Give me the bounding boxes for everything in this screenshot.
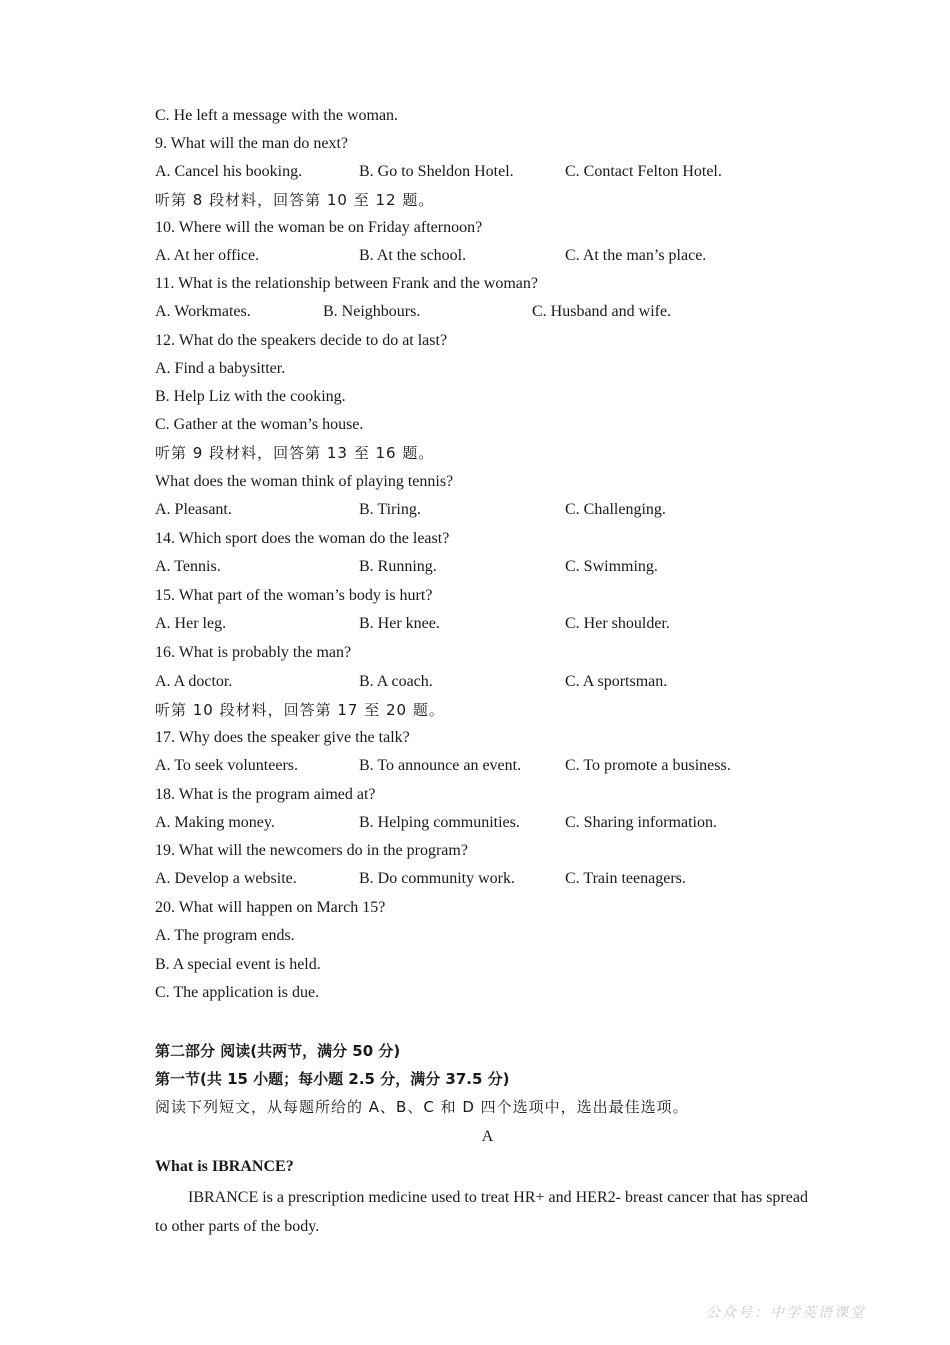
passage-letter: A <box>481 1128 494 1145</box>
q14-option-b: B. Running. <box>359 558 437 575</box>
reading-instructions: 阅读下列短文，从每题所给的 A、B、C 和 D 四个选项中，选出最佳选项。 <box>155 1098 689 1116</box>
q13-option-a: A. Pleasant. <box>155 501 232 518</box>
q10-question: 10. Where will the woman be on Friday afternoon? <box>155 219 483 236</box>
q16-option-b: B. A coach. <box>359 673 433 690</box>
q17-question: 17. Why does the speaker give the talk? <box>155 729 410 746</box>
q13-option-b: B. Tiring. <box>359 501 421 518</box>
q11-option-c: C. Husband and wife. <box>532 303 672 320</box>
q9-question: 9. What will the man do next? <box>155 135 348 152</box>
q16-option-c: C. A sportsman. <box>565 673 668 690</box>
q19-option-c: C. Train teenagers. <box>565 870 686 887</box>
q16-question: 16. What is probably the man? <box>155 644 352 661</box>
q13-option-c: C. Challenging. <box>565 501 666 518</box>
q10-option-c: C. At the man’s place. <box>565 247 707 264</box>
q17-option-c: C. To promote a business. <box>565 757 731 774</box>
q12-question: 12. What do the speakers decide to do at last? <box>155 332 448 349</box>
q14-question: 14. Which sport does the woman do the least? <box>155 530 450 547</box>
q8-option-c: C. He left a message with the woman. <box>155 107 399 124</box>
section-9-header: 听第 9 段材料，回答第 13 至 16 题。 <box>155 444 435 462</box>
q20-question: 20. What will happen on March 15? <box>155 899 386 916</box>
section-8-header: 听第 8 段材料，回答第 10 至 12 题。 <box>155 191 435 209</box>
q16-options <box>155 672 855 692</box>
q18-option-c: C. Sharing information. <box>565 814 717 831</box>
q20-option-b: B. A special event is held. <box>155 956 321 973</box>
q9-option-b: B. Go to Sheldon Hotel. <box>359 163 514 180</box>
q15-option-b: B. Her knee. <box>359 615 440 632</box>
q10-options <box>155 246 855 266</box>
q9-options <box>155 162 855 182</box>
q19-option-a: A. Develop a website. <box>155 870 297 887</box>
q15-options <box>155 614 855 634</box>
q13-options <box>155 500 855 520</box>
q17-options <box>155 756 855 776</box>
q17-option-a: A. To seek volunteers. <box>155 757 298 774</box>
q14-option-c: C. Swimming. <box>565 558 658 575</box>
q9-option-a: A. Cancel his booking. <box>155 163 303 180</box>
q18-option-a: A. Making money. <box>155 814 275 831</box>
q19-option-b: B. Do community work. <box>359 870 515 887</box>
part-two-title: 第二部分 阅读(共两节，满分 50 分) <box>155 1042 401 1060</box>
watermark-text: 公众号：中学英语课堂 <box>706 1305 866 1321</box>
q20-option-c: C. The application is due. <box>155 984 320 1001</box>
q14-option-a: A. Tennis. <box>155 558 221 575</box>
q15-question: 15. What part of the woman’s body is hurt? <box>155 587 433 604</box>
q17-option-b: B. To announce an event. <box>359 757 522 774</box>
q10-option-a: A. At her office. <box>155 247 260 264</box>
q11-option-b: B. Neighbours. <box>323 303 421 320</box>
q19-question: 19. What will the newcomers do in the program? <box>155 842 468 859</box>
section-one-title: 第一节(共 15 小题；每小题 2.5 分，满分 37.5 分) <box>155 1070 510 1088</box>
q11-options <box>155 302 855 322</box>
q18-question: 18. What is the program aimed at? <box>155 786 376 803</box>
q10-option-b: B. At the school. <box>359 247 467 264</box>
q12-option-a: A. Find a babysitter. <box>155 360 286 377</box>
section-10-header: 听第 10 段材料，回答第 17 至 20 题。 <box>155 701 445 719</box>
q16-option-a: A. A doctor. <box>155 673 233 690</box>
q18-options <box>155 813 855 833</box>
q20-option-a: A. The program ends. <box>155 927 295 944</box>
q15-option-c: C. Her shoulder. <box>565 615 670 632</box>
q15-option-a: A. Her leg. <box>155 615 227 632</box>
q12-option-b: B. Help Liz with the cooking. <box>155 388 346 405</box>
q9-option-c: C. Contact Felton Hotel. <box>565 163 722 180</box>
passage-paragraph: IBRANCE is a prescription medicine used to treat HR+ and HER2- breast cancer that has spread to other parts of the body. <box>155 1189 808 1235</box>
q12-option-c: C. Gather at the woman’s house. <box>155 416 364 433</box>
q18-option-b: B. Helping communities. <box>359 814 520 831</box>
q19-options <box>155 869 855 889</box>
q13-question: What does the woman think of playing tennis? <box>155 473 454 490</box>
q11-option-a: A. Workmates. <box>155 303 251 320</box>
q14-options <box>155 557 855 577</box>
q11-question: 11. What is the relationship between Frank and the woman? <box>155 275 539 292</box>
passage-heading: What is IBRANCE? <box>155 1158 294 1175</box>
